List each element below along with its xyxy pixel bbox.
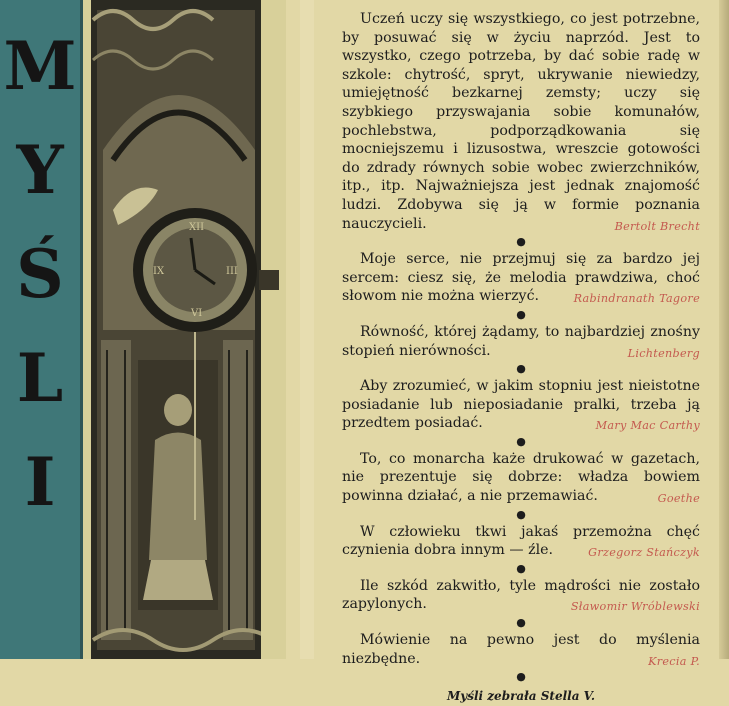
quote-author: Sławomir Wróblewski xyxy=(570,600,700,614)
quote-item xyxy=(342,523,700,560)
collection-credit: Myśli zebrała Stella V. xyxy=(446,689,596,704)
quote-item xyxy=(342,323,700,360)
quote-text: Równość, której żądamy, to najbardziej znośny stopień nierówności. xyxy=(342,323,700,359)
quote-author: Bertolt Brecht xyxy=(614,219,700,233)
svg-text:XII: XII xyxy=(189,222,205,233)
separator-dot: ● xyxy=(516,307,526,321)
svg-text:VI: VI xyxy=(191,308,203,319)
quote-text: Moje serce, nie przejmuj się za bardzo jej sercem: ciesz się, że melodia prawdziwa, choć słowom nie można wierzyć. xyxy=(342,251,700,305)
quote-item xyxy=(342,10,700,233)
quote-text: Ile szkód zakwitło, tyle mądrości nie zostało zapylonych. xyxy=(342,577,700,613)
separator-dot: ● xyxy=(516,561,526,575)
quote-author: Mary Mac Carthy xyxy=(595,419,700,433)
separator-dot: ● xyxy=(516,670,526,684)
page-edge xyxy=(719,0,729,659)
quote-item xyxy=(342,631,700,668)
quote-text: Mówienie na pewno jest do myślenia niezbędne. xyxy=(342,632,700,667)
quote-author: Krecia P. xyxy=(648,654,700,668)
title-letter: Y xyxy=(16,131,64,209)
quote-author: Lichtenberg xyxy=(627,346,700,360)
title-letter: M xyxy=(3,27,77,105)
separator-dot: ● xyxy=(516,507,526,521)
quote-item xyxy=(342,450,700,506)
quote-text: Uczeń uczy się wszystkiego, co jest potrzebne, by posuwać się w życiu naprzód. Jest to wszystko, czego potrzeba, by dać sobie radę w szkole: chytrość, spryt, ukrywanie niewiedzy, umiejętność bezkarnej zemsty; uczy się szybkiego przyswajania sobie komunałów, pochlebstwa, podporządkowania się mocniejszemu i lizusostwa, wreszcie gotowości do zdrady równych sobie wobec zwierzchników, itp., itp. Najważniejsza jest jednak znajomość ludzi. Zdobywa się ją w formie poznania nauczycieli. xyxy=(342,11,700,232)
svg-text:III: III xyxy=(226,266,238,277)
quote-item xyxy=(342,250,700,306)
title-letter: Ś xyxy=(16,235,64,313)
quote-text: Aby zrozumieć, w jakim stopniu jest nieistotne posiadanie lub nieposiadanie pralki, trzeba ją przedtem posiadać. xyxy=(342,378,700,432)
separator-dot: ● xyxy=(516,235,526,249)
quote-item xyxy=(342,577,700,614)
page-gutter xyxy=(300,0,314,659)
vertical-title xyxy=(0,14,80,534)
quote-item xyxy=(342,377,700,433)
svg-text:IX: IX xyxy=(153,266,165,277)
quote-text: W człowieku tkwi jakaś przemożna chęć czynienia dobra innym — źle. xyxy=(342,523,700,559)
title-letter: I xyxy=(24,443,56,521)
clock-engraving-illustration xyxy=(83,0,286,659)
separator-dot: ● xyxy=(516,616,526,630)
sidebar-title-band xyxy=(0,0,83,659)
separator-dot: ● xyxy=(516,362,526,376)
separator-dot: ● xyxy=(516,434,526,448)
quote-text: To, co monarcha każe drukować w gazetach, nie prezentuje się dobrze: władza bowiem powinna działać, a nie przemawiać. xyxy=(342,450,700,505)
quote-author: Grzegorz Stańczyk xyxy=(588,546,700,560)
quote-author: Goethe xyxy=(657,492,700,506)
ornate-clock-image xyxy=(83,0,286,659)
title-letter: L xyxy=(16,339,64,417)
quotes-column xyxy=(342,10,700,706)
quote-author: Rabindranath Tagore xyxy=(573,292,700,306)
